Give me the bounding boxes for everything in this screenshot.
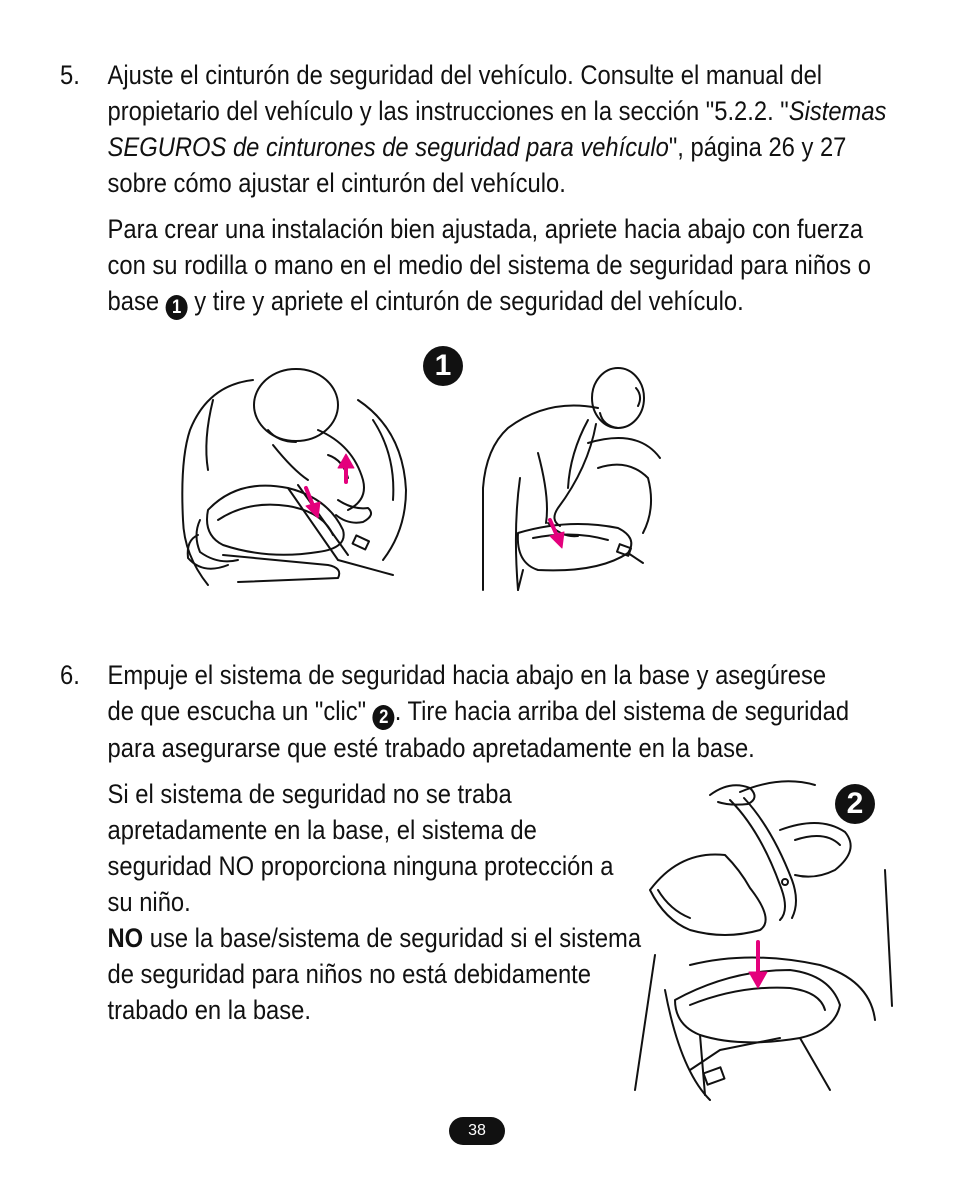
- step-5: [60, 57, 892, 320]
- figure-ref-badge: 2: [373, 705, 395, 730]
- page-number: 38: [449, 1117, 505, 1145]
- step-5-paragraph-2: Para crear una instalación bien ajustada, apriete hacia abajo con fuerza con su rodilla o mano en el medio del sistema de seguridad para niños o base 1 y tire y apriete el cinturón de seguridad del vehículo.: [107, 214, 871, 318]
- figure-2-illustration: [630, 770, 900, 1106]
- step-number: 5.: [60, 60, 80, 90]
- figure-1-badge: 1: [423, 346, 463, 386]
- step-number: 6.: [60, 660, 80, 690]
- step-6-paragraph-3: NO use la base/sistema de seguridad si el sistema de seguridad para niños no está debidamente trabado en la base.: [107, 923, 642, 1025]
- figure-1-right-illustration: [478, 358, 668, 594]
- step-6-paragraph-2: Si el sistema de seguridad no se traba apretadamente en la base, el sistema de seguridad NO proporciona ninguna protección a su niño.: [107, 779, 614, 917]
- step-6-paragraph-1: Empuje el sistema de seguridad hacia abajo en la base y asegúrese de que escucha un "clic" 2 . Tire hacia arriba del sistema de seguridad para asegurarse que esté trabado apretadamente en la base.: [107, 660, 850, 763]
- figure-1-left-illustration: [178, 360, 413, 592]
- warning-block: [108, 776, 645, 1028]
- figure-ref-badge: 1: [166, 295, 188, 320]
- step-5-paragraph-1: Ajuste el cinturón de seguridad del vehículo. Consulte el manual del propietario del vehículo y las instrucciones en la sección "5.2.2. "Sistemas SEGUROS de cinturones de seguridad para vehículo", página 26 y 27 sobre cómo ajustar el cinturón del vehículo.: [107, 60, 887, 198]
- figure-2-badge: 2: [835, 784, 875, 824]
- warning-no: NO: [107, 923, 144, 953]
- section-title: Sistemas SEGUROS de cinturones de seguridad para vehículo: [107, 96, 887, 162]
